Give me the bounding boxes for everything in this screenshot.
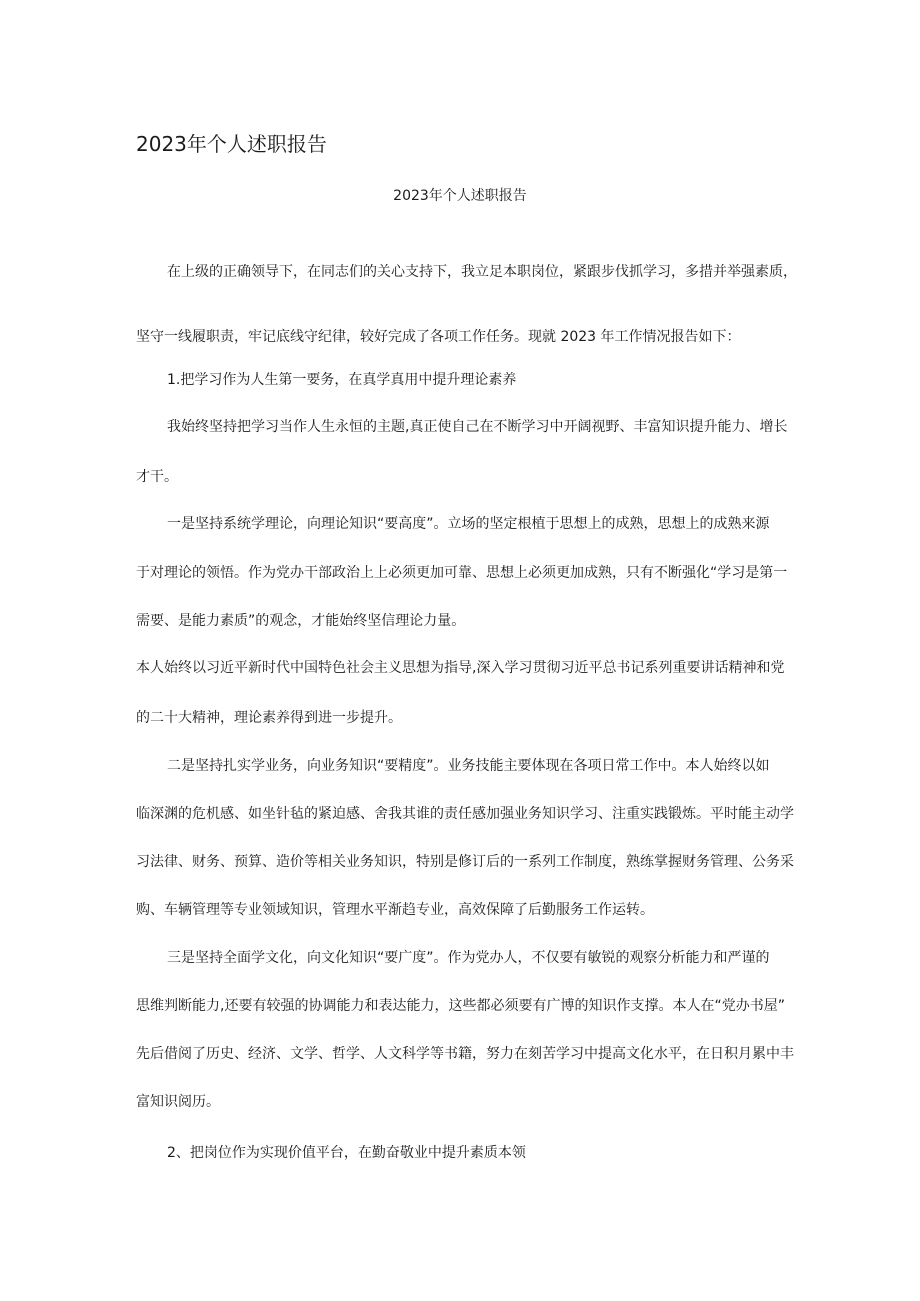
text-line: 坚守一线履职责，牢记底线守纪律，较好完成了各项工作任务。现就 2023 年工作情况报告如下：: [136, 329, 741, 345]
paragraph-culture: [136, 948, 770, 968]
paragraph-theory-cont-2: [136, 611, 465, 631]
paragraph-culture-cont-2: [136, 1044, 794, 1064]
text-line: 先后借阅了历史、经济、文学、哲学、人文科学等书籍，努力在刻苦学习中提高文化水平，在日积月累中丰: [136, 1046, 794, 1062]
paragraph-culture-cont-3: [136, 1092, 220, 1112]
paragraph-thought-cont: [136, 708, 402, 728]
section-heading: 2、把岗位作为实现价值平台，在勤奋敬业中提升素质本领: [167, 1145, 526, 1161]
text-line: 二是坚持扎实学业务，向业务知识“要精度”。业务技能主要体现在各项日常工作中。本人始终以如: [167, 758, 770, 774]
paragraph-intro-cont: [136, 327, 741, 347]
text-line: 习法律、财务、预算、造价等相关业务知识，特别是修订后的一系列工作制度，熟练掌握财务管理、公务采: [136, 854, 794, 870]
text-line: 本人始终以习近平新时代中国特色社会主义思想为指导,深入学习贯彻习近平总书记系列重要讲话精神和党: [136, 660, 785, 676]
paragraph-culture-cont-1: [136, 996, 785, 1016]
section-heading: 1.把学习作为人生第一要务，在真学真用中提升理论素养: [167, 372, 517, 388]
text-line: 三是坚持全面学文化，向文化知识“要广度”。作为党办人，不仅要有敏锐的观察分析能力和严谨的: [167, 950, 770, 966]
text-line: 购、车辆管理等专业领域知识，管理水平渐趋专业，高效保障了后勤服务工作运转。: [136, 902, 654, 918]
paragraph-theory: [136, 514, 770, 534]
paragraph-theory-cont-1: [136, 563, 787, 583]
text-line: 我始终坚持把学习当作人生永恒的主题,真正使自己在不断学习中开阔视野、丰富知识提升能力、增长: [167, 419, 788, 435]
text-line: 的二十大精神，理论素养得到进一步提升。: [136, 710, 402, 726]
paragraph-business-cont-1: [136, 804, 794, 824]
text-line: 在上级的正确领导下，在同志们的关心支持下，我立足本职岗位，紧跟步伐抓学习，多措并举强素质，: [167, 264, 797, 280]
paragraph-thought: [136, 658, 784, 678]
text-line: 临深渊的危机感、如坐针毡的紧迫感、舍我其谁的责任感加强业务知识学习、注重实践锻炼。平时能主动学: [136, 806, 794, 822]
paragraph-learning-cont: [136, 467, 178, 487]
text-line: 才干。: [136, 469, 178, 485]
text-line: 需要、是能力素质”的观念，才能始终坚信理论力量。: [136, 613, 466, 629]
paragraph-intro: [136, 262, 797, 282]
paragraph-business: [136, 756, 770, 776]
text-line: 于对理论的领悟。作为党办干部政治上上必须更加可靠、思想上必须更加成熟，只有不断强化“学习是第一: [136, 565, 788, 581]
document-title: 2023年个人述职报告: [136, 132, 327, 156]
paragraph-learning: [136, 417, 787, 437]
text-line: 思维判断能力,还要有较强的协调能力和表达能力，这些都必须要有广博的知识作支撑。本人在“党办书屋”: [136, 998, 785, 1014]
section-heading-2: [136, 1143, 526, 1163]
document-subtitle: 2023年个人述职报告: [393, 188, 527, 204]
text-line: 一是坚持系统学理论，向理论知识“要高度”。立场的坚定根植于思想上的成熟，思想上的成熟来源: [167, 516, 770, 532]
text-line: 富知识阅历。: [136, 1094, 220, 1110]
section-heading-1: [136, 370, 516, 390]
paragraph-business-cont-3: [136, 900, 654, 920]
paragraph-business-cont-2: [136, 852, 794, 872]
